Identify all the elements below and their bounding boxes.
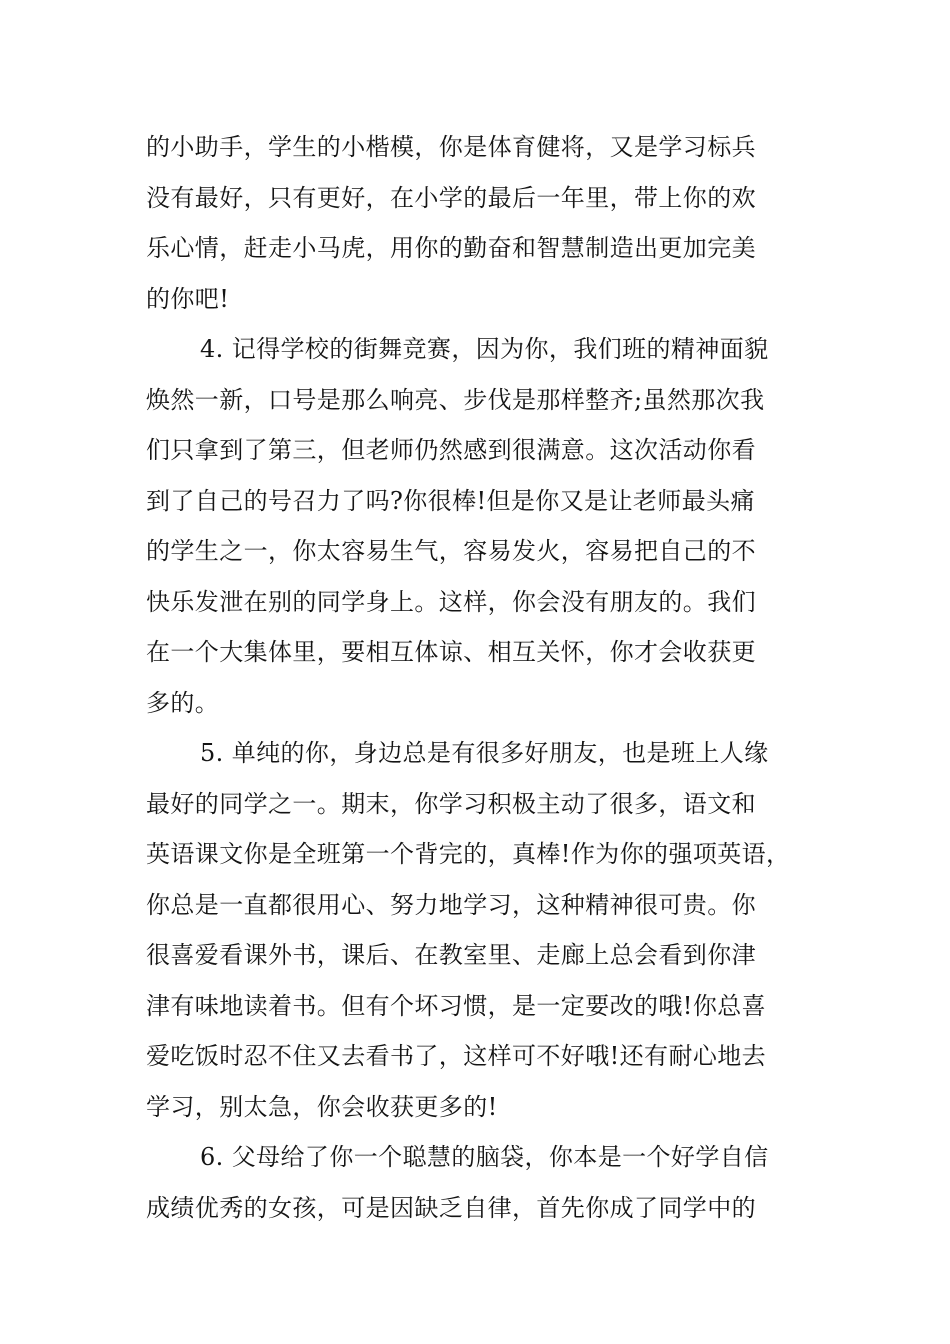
paragraph-start-line: 4. 记得学校的街舞竞赛，因为你，我们班的精神面貌 xyxy=(200,335,769,363)
text-line: 们只拿到了第三，但老师仍然感到很满意。这次活动你看 xyxy=(146,436,756,464)
text-line: 学习，别太急，你会收获更多的! xyxy=(146,1092,498,1121)
text-line: 英语课文你是全班第一个背完的，真棒!作为你的强项英语， xyxy=(146,840,791,868)
text-line: 成绩优秀的女孩，可是因缺乏自律，首先你成了同学中的 xyxy=(146,1193,756,1222)
text-line: 到了自己的号召力了吗?你很棒!但是你又是让老师最头痛 xyxy=(146,486,755,515)
paragraph-start-line: 5. 单纯的你，身边总是有很多好朋友，也是班上人缘 xyxy=(200,739,769,767)
text-line: 多的。 xyxy=(146,688,220,717)
text-line: 的学生之一，你太容易生气，容易发火，容易把自己的不 xyxy=(146,537,756,565)
text-line: 没有最好，只有更好，在小学的最后一年里，带上你的欢 xyxy=(146,183,756,212)
text-line: 焕然一新，口号是那么响亮、步伐是那样整齐;虽然那次我 xyxy=(146,385,765,414)
text-line: 快乐发泄在别的同学身上。这样，你会没有朋友的。我们 xyxy=(146,587,756,616)
text-line: 你总是一直都很用心、努力地学习，这种精神很可贵。你 xyxy=(146,890,756,919)
text-line: 的小助手，学生的小楷模，你是体育健将，又是学习标兵 xyxy=(146,133,756,161)
text-line: 在一个大集体里，要相互体谅、相互关怀，你才会收获更 xyxy=(146,638,756,666)
text-line: 的你吧! xyxy=(146,284,230,313)
paragraph-start-line: 6. 父母给了你一个聪慧的脑袋，你本是一个好学自信 xyxy=(200,1143,769,1171)
text-line: 很喜爱看课外书，课后、在教室里、走廊上总会看到你津 xyxy=(146,941,756,969)
text-line: 乐心情，赶走小马虎，用你的勤奋和智慧制造出更加完美 xyxy=(146,234,756,262)
text-line: 爱吃饭时忍不住又去看书了，这样可不好哦!还有耐心地去 xyxy=(146,1042,767,1070)
document-body xyxy=(146,122,826,1233)
text-line: 津有味地读着书。但有个坏习惯，是一定要改的哦!你总喜 xyxy=(146,991,767,1020)
text-line: 最好的同学之一。期末，你学习积极主动了很多，语文和 xyxy=(146,789,756,818)
